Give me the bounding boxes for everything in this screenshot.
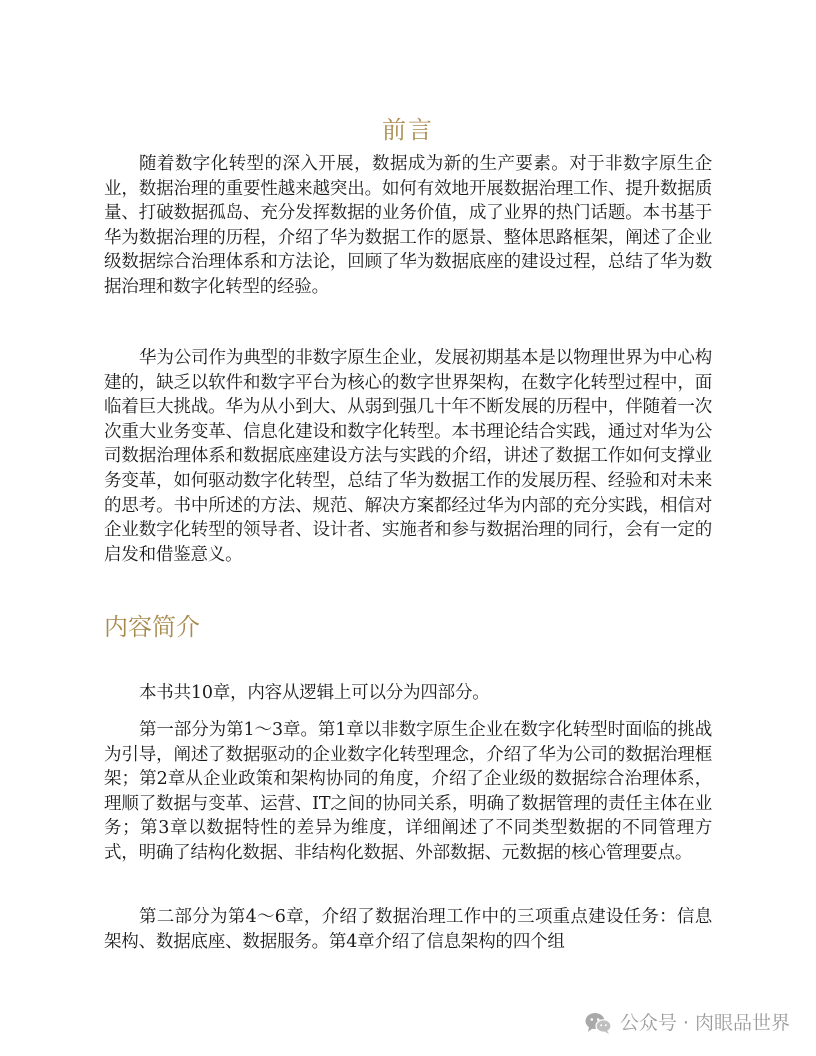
- intro-paragraph-1: 本书共10章，内容从逻辑上可以分为四部分。: [139, 683, 490, 703]
- wechat-icon: [584, 1011, 612, 1035]
- preface-heading: 前言: [382, 116, 434, 144]
- intro-paragraph-2: 第一部分为第1～3章。第1章以非数字原生企业在数字化转型时面临的挑战为引导，阐述了数据驱动的企业数字化转型理念，介绍了华为公司的数据治理框架；第2章从企业政策和架构协同的角度，介绍了企业级的数据综合治理体系，理顺了数据与变革、运营、IT之间的协同关系，明确了数据管理的责任主体在业务；第3章以数据特性的差异为维度，详细阐述了不同类型数据的不同管理方式，明确了结构化数据、非结构化数据、外部数据、元数据的核心管理要点。: [104, 720, 712, 863]
- preface-paragraph-2: 华为公司作为典型的非数字原生企业，发展初期基本是以物理世界为中心构建的，缺乏以软件和数字平台为核心的数字世界架构，在数字化转型过程中，面临着巨大挑战。华为从小到大、从弱到强几十年不断发展的历程中，伴随着一次次重大业务变革、信息化建设和数字化转型。本书理论结合实践，通过对华为公司数据治理体系和数据底座建设方法与实践的介绍，讲述了数据工作如何支撑业务变革，如何驱动数字化转型，总结了华为数据工作的发展历程、经验和对未来的思考。书中所述的方法、规范、解决方案都经过华为内部的充分实践，相信对企业数字化转型的领导者、设计者、实施者和参与数据治理的同行，会有一定的启发和借鉴意义。: [104, 348, 712, 565]
- preface-paragraph-1: 随着数字化转型的深入开展，数据成为新的生产要素。对于非数字原生企业，数据治理的重要性越来越突出。如何有效地开展数据治理工作、提升数据质量、打破数据孤岛、充分发挥数据的业务价值，成了业界的热门话题。本书基于华为数据治理的历程，介绍了华为数据工作的愿景、整体思路框架，阐述了企业级数据综合治理体系和方法论，回顾了华为数据底座的建设过程，总结了华为数据治理和数字化转型的经验。: [104, 154, 712, 297]
- intro-paragraph-3: 第二部分为第4～6章，介绍了数据治理工作中的三项重点建设任务：信息架构、数据底座、数据服务。第4章介绍了信息架构的四个组: [104, 907, 712, 952]
- watermark: [584, 1010, 790, 1036]
- intro-heading: 内容简介: [104, 613, 200, 641]
- watermark-text: 公众号 · 肉眼品世界: [619, 1012, 790, 1034]
